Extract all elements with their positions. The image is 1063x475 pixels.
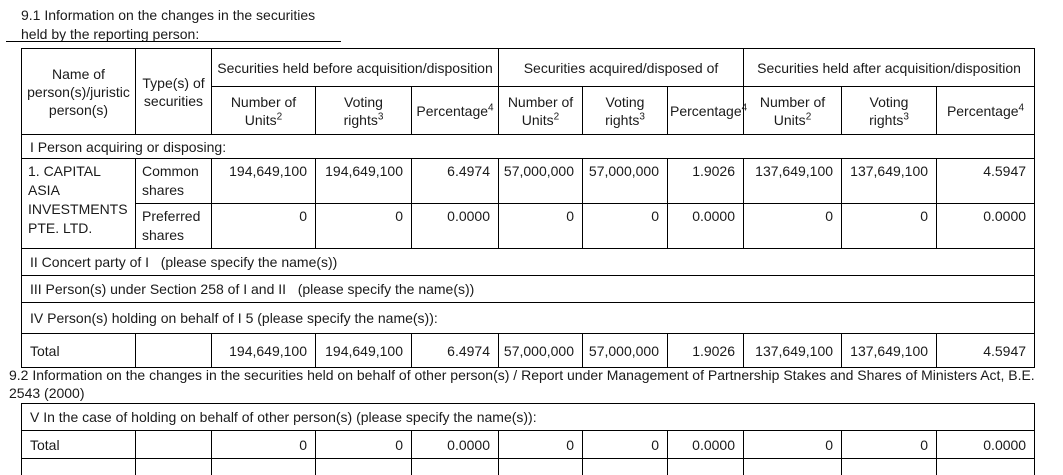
subheader-units-acquired [499,87,583,135]
subheader-units-label: Number of Units$^2$ [759,93,826,128]
empty-type-cell [136,431,212,459]
subheader-percentage-before: Percentage$^4$ [412,87,499,135]
total-value-after-percentage: 0.0000 [937,431,1035,459]
footnote-marker: 3 [377,110,384,122]
total-value-acquired-percentage: 1.9026 [668,334,744,368]
table-row-total [22,334,1035,368]
total-value-before-percentage: 0.0000 [412,431,499,459]
section-9-1-heading [21,6,315,44]
footnote-marker: 4 [1018,101,1025,113]
total-label-cell: Total [22,431,136,459]
col-header-type: Type(s) of securities [136,49,212,135]
footnote-marker: 2 [276,110,283,122]
value-cell-before-units: 0 [212,204,316,249]
subheader-voting-label: Voting rights$^3$ [869,93,909,128]
table-row [22,159,1035,204]
total-value-after-voting: 137,649,100 [842,334,937,368]
total-value-acquired-units: 57,000,000 [499,334,583,368]
empty-type-cell [136,334,212,368]
clipped-next-row [22,459,1035,475]
subheader-voting-after [842,87,937,135]
section-row-iii: III Person(s) under Section 258 of I and II (please specify the name(s)) [22,276,1035,303]
total-value-before-voting: 0 [316,431,412,459]
total-value-before-units: 194,649,100 [212,334,316,368]
total-value-acquired-units: 0 [499,431,583,459]
group-header-before: Securities held before acquisition/disposition [212,49,499,87]
subheader-units-before [212,87,316,135]
total-value-after-units: 0 [744,431,842,459]
table-row [22,204,1035,249]
subheader-voting-label: Voting rights$^3$ [343,93,384,128]
total-value-acquired-voting: 0 [583,431,668,459]
value-cell-acquired-units: 57,000,000 [499,159,583,204]
value-cell-before-percentage: 0.0000 [412,204,499,249]
subheader-voting-acquired [583,87,668,135]
value-cell-acquired-voting: 57,000,000 [583,159,668,204]
value-cell-after-units: 137,649,100 [744,159,842,204]
total-value-before-percentage: 6.4974 [412,334,499,368]
heading-line-2: held by the reporting person: [21,26,200,42]
value-cell-after-percentage: 4.5947 [937,159,1035,204]
group-header-acquired: Securities acquired/disposed of [499,49,744,87]
footnote-marker: 2 [553,110,560,122]
total-value-after-units: 137,649,100 [744,334,842,368]
total-value-acquired-percentage: 0.0000 [668,431,744,459]
heading-underline [6,41,341,42]
total-value-acquired-voting: 57,000,000 [583,334,668,368]
subheader-units-after [741,87,842,135]
total-value-after-voting: 0 [842,431,937,459]
value-cell-after-voting: 137,649,100 [842,159,937,204]
subheader-voting-label: Voting rights$^3$ [605,93,645,128]
total-label-cell: Total [22,334,136,368]
total-value-before-voting: 194,649,100 [316,334,412,368]
subheader-voting-before [316,87,412,135]
value-cell-before-voting: 194,649,100 [316,159,412,204]
value-cell-after-voting: 0 [842,204,937,249]
footnote-marker: 4 [741,101,748,113]
securities-changes-table-9-1 [21,48,1035,368]
section-row-i: I Person acquiring or disposing: [22,135,1035,159]
subheader-percentage-after: Percentage$^4$ [937,87,1035,135]
value-cell-after-percentage: 0.0000 [937,204,1035,249]
total-value-before-units: 0 [212,431,316,459]
value-cell-acquired-percentage: 0.0000 [668,204,744,249]
table-row-total [22,431,1035,459]
value-cell-before-percentage: 6.4974 [412,159,499,204]
subheader-units-label: Number of Units$^2$ [230,93,297,128]
section-row-v: V In the case of holding on behalf of other person(s) (please specify the name(s)): [22,404,1035,431]
footnote-marker: 3 [639,110,645,122]
subheader-units-label: Number of Units$^2$ [507,93,574,128]
security-type-cell: Common shares [136,159,212,204]
value-cell-before-voting: 0 [316,204,412,249]
footnote-marker: 3 [903,110,909,122]
section-row-iv: IV Person(s) holding on behalf of I 5 (please specify the name(s)): [22,303,1035,334]
col-header-name: Name of person(s)/juristic person(s) [22,49,136,135]
value-cell-after-units: 0 [744,204,842,249]
footnote-marker: 2 [805,110,812,122]
subheader-percentage-acquired: Percentage$^4$ [668,87,744,135]
heading-line-1: 9.1 Information on the changes in the securities [21,7,316,23]
group-header-after: Securities held after acquisition/disposition [744,49,1035,87]
value-cell-acquired-units: 0 [499,204,583,249]
value-cell-before-units: 194,649,100 [212,159,316,204]
value-cell-acquired-voting: 0 [583,204,668,249]
value-cell-acquired-percentage: 1.9026 [668,159,744,204]
securities-on-behalf-table-9-2 [21,403,1035,475]
security-type-cell: Preferred shares [136,204,212,249]
footnote-marker: 4 [488,101,494,113]
total-value-after-percentage: 4.5947 [937,334,1035,368]
entity-name-cell: 1. CAPITAL ASIA INVESTMENTS PTE. LTD. [22,159,136,249]
section-row-ii: II Concert party of I (please specify the name(s)) [22,249,1035,276]
section-9-2-heading: 9.2 Information on the changes in the securities held on behalf of other person(s) / Report under Management of Partnership Stakes and Shares of Ministers Act, B.E. 2543 (2000) [9,367,1035,401]
